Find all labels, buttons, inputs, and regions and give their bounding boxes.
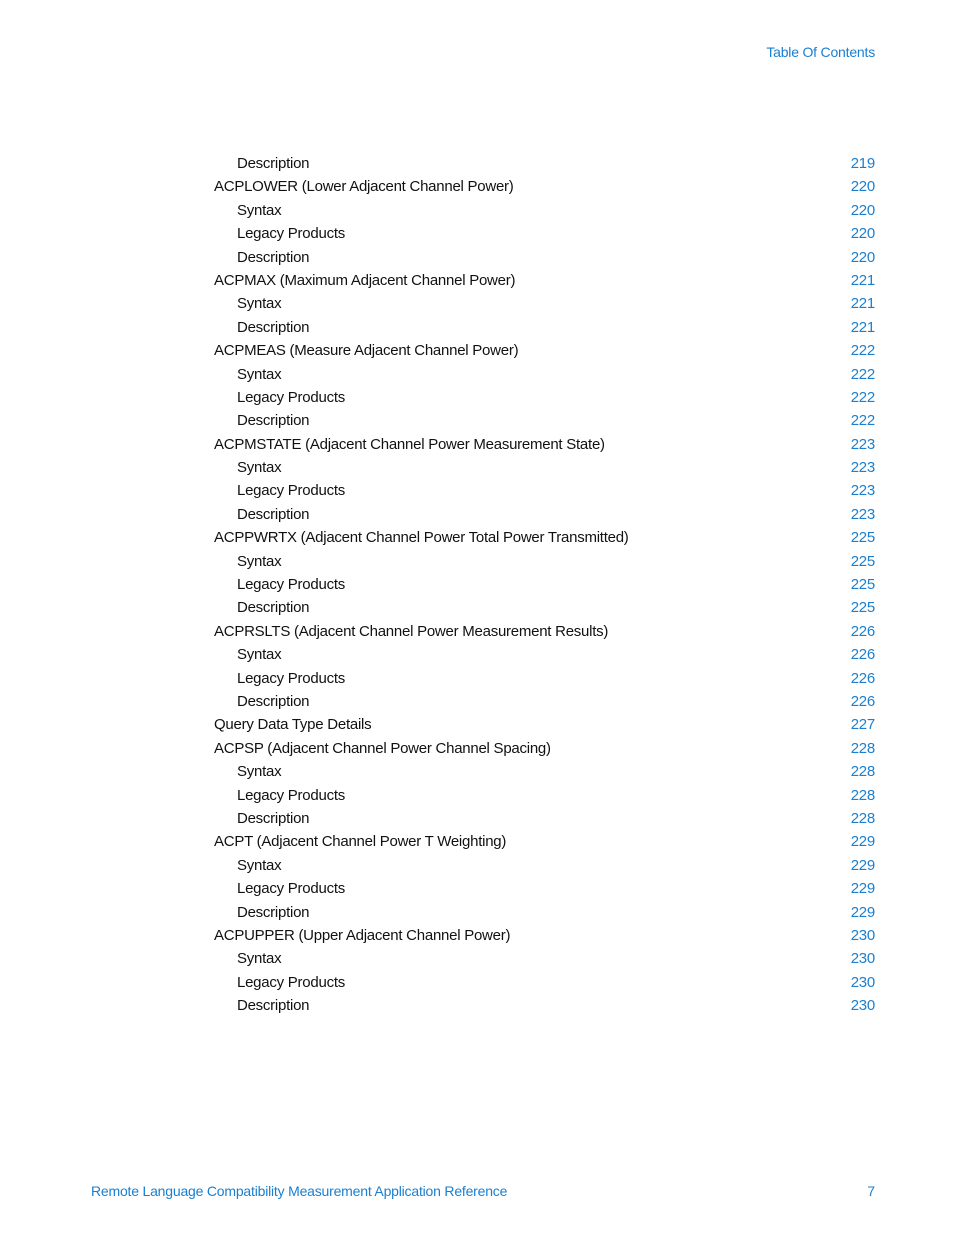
toc-subentry[interactable] [214,667,875,690]
toc-page-link[interactable]: 220 [850,225,875,243]
toc-subentry[interactable] [214,971,875,994]
toc-page-link[interactable]: 220 [850,248,875,266]
toc-page-link[interactable]: 230 [850,950,875,968]
toc-page-link[interactable]: 223 [850,435,875,453]
toc-page-link[interactable]: 222 [850,365,875,383]
header-section-title: Table Of Contents [766,44,875,60]
toc-entry[interactable] [214,269,875,292]
toc-page-link[interactable]: 219 [850,155,875,172]
toc-page-link[interactable]: 229 [850,856,875,874]
toc-entry-label[interactable]: Legacy Products [237,576,345,594]
toc-page-link[interactable]: 228 [850,809,875,827]
toc-entry-label[interactable]: ACPMSTATE (Adjacent Channel Power Measurement State) [214,435,605,453]
toc-subentry[interactable] [214,292,875,315]
toc-entry-label[interactable]: ACPT (Adjacent Channel Power T Weighting) [214,833,507,851]
toc-page-link[interactable]: 226 [850,692,875,710]
toc-entry-label[interactable]: Syntax [237,295,282,313]
toc-entry-label[interactable]: Legacy Products [237,388,345,406]
toc-entry[interactable] [214,526,875,549]
toc-entry-label[interactable]: Legacy Products [237,973,345,991]
toc-entry-label[interactable]: Legacy Products [237,786,345,804]
toc-page-link[interactable]: 227 [850,716,875,734]
toc-entry-label[interactable]: ACPSP (Adjacent Channel Power Channel Spacing) [214,739,551,757]
toc-entry-label[interactable]: Legacy Products [237,880,345,898]
toc-subentry[interactable] [214,456,875,479]
toc-entry-label[interactable]: Description [237,997,310,1015]
toc-subentry[interactable] [214,877,875,900]
toc-page-link[interactable]: 220 [850,201,875,219]
footer-page-number: 7 [867,1183,875,1199]
toc-page-link[interactable]: 221 [850,318,875,336]
toc-entry-label[interactable]: Query Data Type Details [214,716,372,734]
toc-page-link[interactable]: 222 [850,412,875,430]
toc-subentry[interactable] [214,854,875,877]
toc-page-link[interactable]: 228 [850,739,875,757]
toc-entry[interactable] [214,924,875,947]
toc-subentry[interactable] [214,550,875,573]
toc-page-link[interactable]: 230 [850,926,875,944]
toc-subentry[interactable] [214,690,875,713]
toc-entry-label[interactable]: Legacy Products [237,669,345,687]
toc-page-link[interactable]: 225 [850,529,875,547]
toc-subentry[interactable] [214,503,875,526]
toc-entry-label[interactable]: ACPLOWER (Lower Adjacent Channel Power) [214,178,514,196]
toc-entry[interactable] [214,830,875,853]
toc-page-link[interactable]: 229 [850,903,875,921]
toc-entry-label[interactable]: Description [237,692,310,710]
toc-page-link[interactable]: 223 [850,459,875,477]
toc-page-link[interactable]: 225 [850,576,875,594]
toc-page-link[interactable]: 222 [850,342,875,360]
toc-subentry[interactable] [214,573,875,596]
footer-document-title: Remote Language Compatibility Measurement Application Reference [91,1183,508,1199]
toc-entry-label[interactable]: Syntax [237,552,282,570]
toc-subentry[interactable] [214,386,875,409]
toc-subentry[interactable] [214,199,875,222]
toc-entry-label[interactable]: Description [237,318,310,336]
toc-entry-label[interactable]: ACPMAX (Maximum Adjacent Channel Power) [214,271,516,289]
toc-entry-label[interactable]: Description [237,412,310,430]
toc-page-link[interactable]: 229 [850,833,875,851]
toc-page-link[interactable]: 226 [850,669,875,687]
toc-subentry[interactable] [214,901,875,924]
toc-subentry[interactable] [214,643,875,666]
toc-entry-label[interactable]: Description [237,599,310,617]
toc-page-link[interactable]: 221 [850,271,875,289]
toc-subentry[interactable] [214,479,875,502]
toc-entry[interactable] [214,713,875,736]
toc-entry-label[interactable]: ACPUPPER (Upper Adjacent Channel Power) [214,926,511,944]
toc-subentry[interactable] [214,807,875,830]
toc-entry-label[interactable]: Syntax [237,856,282,874]
toc-subentry[interactable] [214,409,875,432]
toc-entry-label[interactable]: Legacy Products [237,225,345,243]
toc-entry-label[interactable]: Syntax [237,950,282,968]
toc-entry-label[interactable]: Description [237,248,310,266]
toc-entry-label[interactable]: Syntax [237,459,282,477]
toc-entry-label[interactable]: Syntax [237,365,282,383]
toc-entry-label[interactable]: Legacy Products [237,482,345,500]
toc-page-link[interactable]: 230 [850,973,875,991]
toc-page-link[interactable]: 223 [850,482,875,500]
toc-entry-label[interactable]: Description [237,809,310,827]
toc-entry-label[interactable]: Syntax [237,763,282,781]
toc-page-link[interactable]: 226 [850,646,875,664]
toc-page-link[interactable]: 230 [850,997,875,1015]
toc-entry[interactable] [214,175,875,198]
toc-subentry[interactable] [214,994,875,1017]
toc-page-link[interactable]: 228 [850,763,875,781]
toc-page-link[interactable]: 229 [850,880,875,898]
toc-subentry[interactable] [214,784,875,807]
toc-entry-label[interactable]: Description [237,903,310,921]
toc-subentry[interactable] [214,760,875,783]
toc-entry-label[interactable]: Description [237,155,310,172]
toc-page-link[interactable]: 225 [850,599,875,617]
toc-page-link[interactable]: 226 [850,622,875,640]
toc-entry-label[interactable]: ACPRSLTS (Adjacent Channel Power Measurement Results) [214,622,609,640]
toc-entry-label[interactable]: Syntax [237,646,282,664]
toc-page-link[interactable]: 221 [850,295,875,313]
table-of-contents [214,152,875,1017]
toc-entry-label[interactable]: ACPPWRTX (Adjacent Channel Power Total Power Transmitted) [214,529,629,547]
toc-entry[interactable] [214,433,875,456]
toc-subentry[interactable] [214,316,875,339]
toc-entry-label[interactable]: Syntax [237,201,282,219]
toc-entry[interactable] [214,620,875,643]
toc-subentry[interactable] [214,246,875,269]
toc-page-link[interactable]: 223 [850,505,875,523]
toc-subentry[interactable] [214,363,875,386]
toc-page-link[interactable]: 228 [850,786,875,804]
toc-page-link[interactable]: 220 [850,178,875,196]
toc-entry[interactable] [214,339,875,362]
toc-subentry[interactable] [214,596,875,619]
toc-subentry[interactable] [214,947,875,970]
toc-page-link[interactable]: 222 [850,388,875,406]
toc-entry-label[interactable]: ACPMEAS (Measure Adjacent Channel Power) [214,342,519,360]
toc-subentry[interactable] [214,222,875,245]
toc-page-link[interactable]: 225 [850,552,875,570]
toc-entry-label[interactable]: Description [237,505,310,523]
toc-entry[interactable] [214,737,875,760]
toc-subentry[interactable] [214,152,875,175]
